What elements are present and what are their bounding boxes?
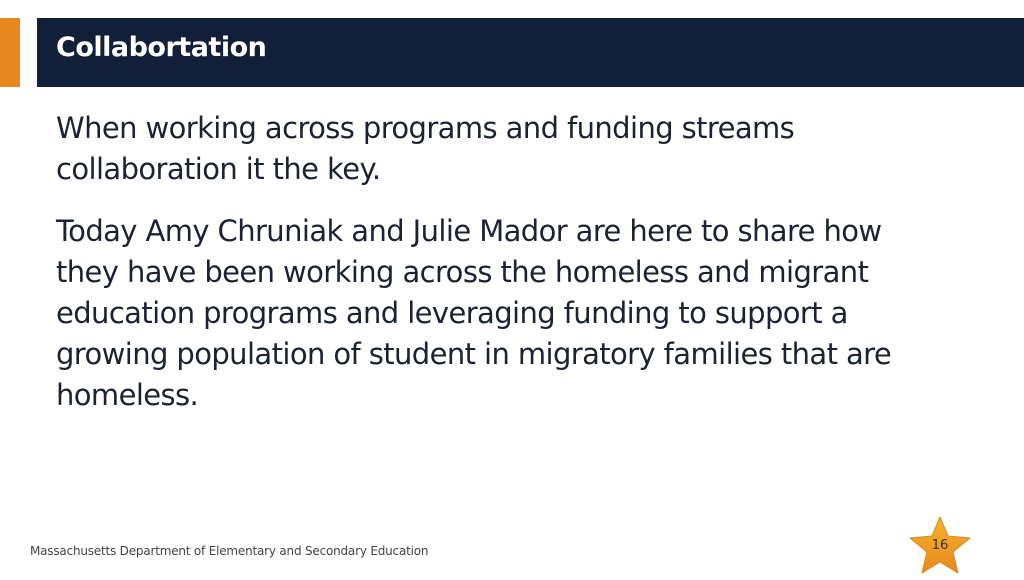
page-number: 16 — [931, 538, 949, 553]
slide-body — [56, 108, 996, 437]
title-bar — [37, 18, 1024, 87]
footer-text: Massachusetts Department of Elementary and Secondary Education — [30, 544, 429, 558]
accent-bar — [0, 18, 20, 87]
slide-title: Collabortation — [56, 32, 267, 63]
body-paragraph: When working across programs and funding streams collaboration it the key. — [56, 111, 795, 186]
page-number-badge — [907, 514, 973, 576]
body-paragraph: Today Amy Chruniak and Julie Mador are here to share how they have been working across the homeless and migrant education programs and leveraging funding to support a growing population of student in migratory families that are homeless. — [56, 214, 892, 412]
